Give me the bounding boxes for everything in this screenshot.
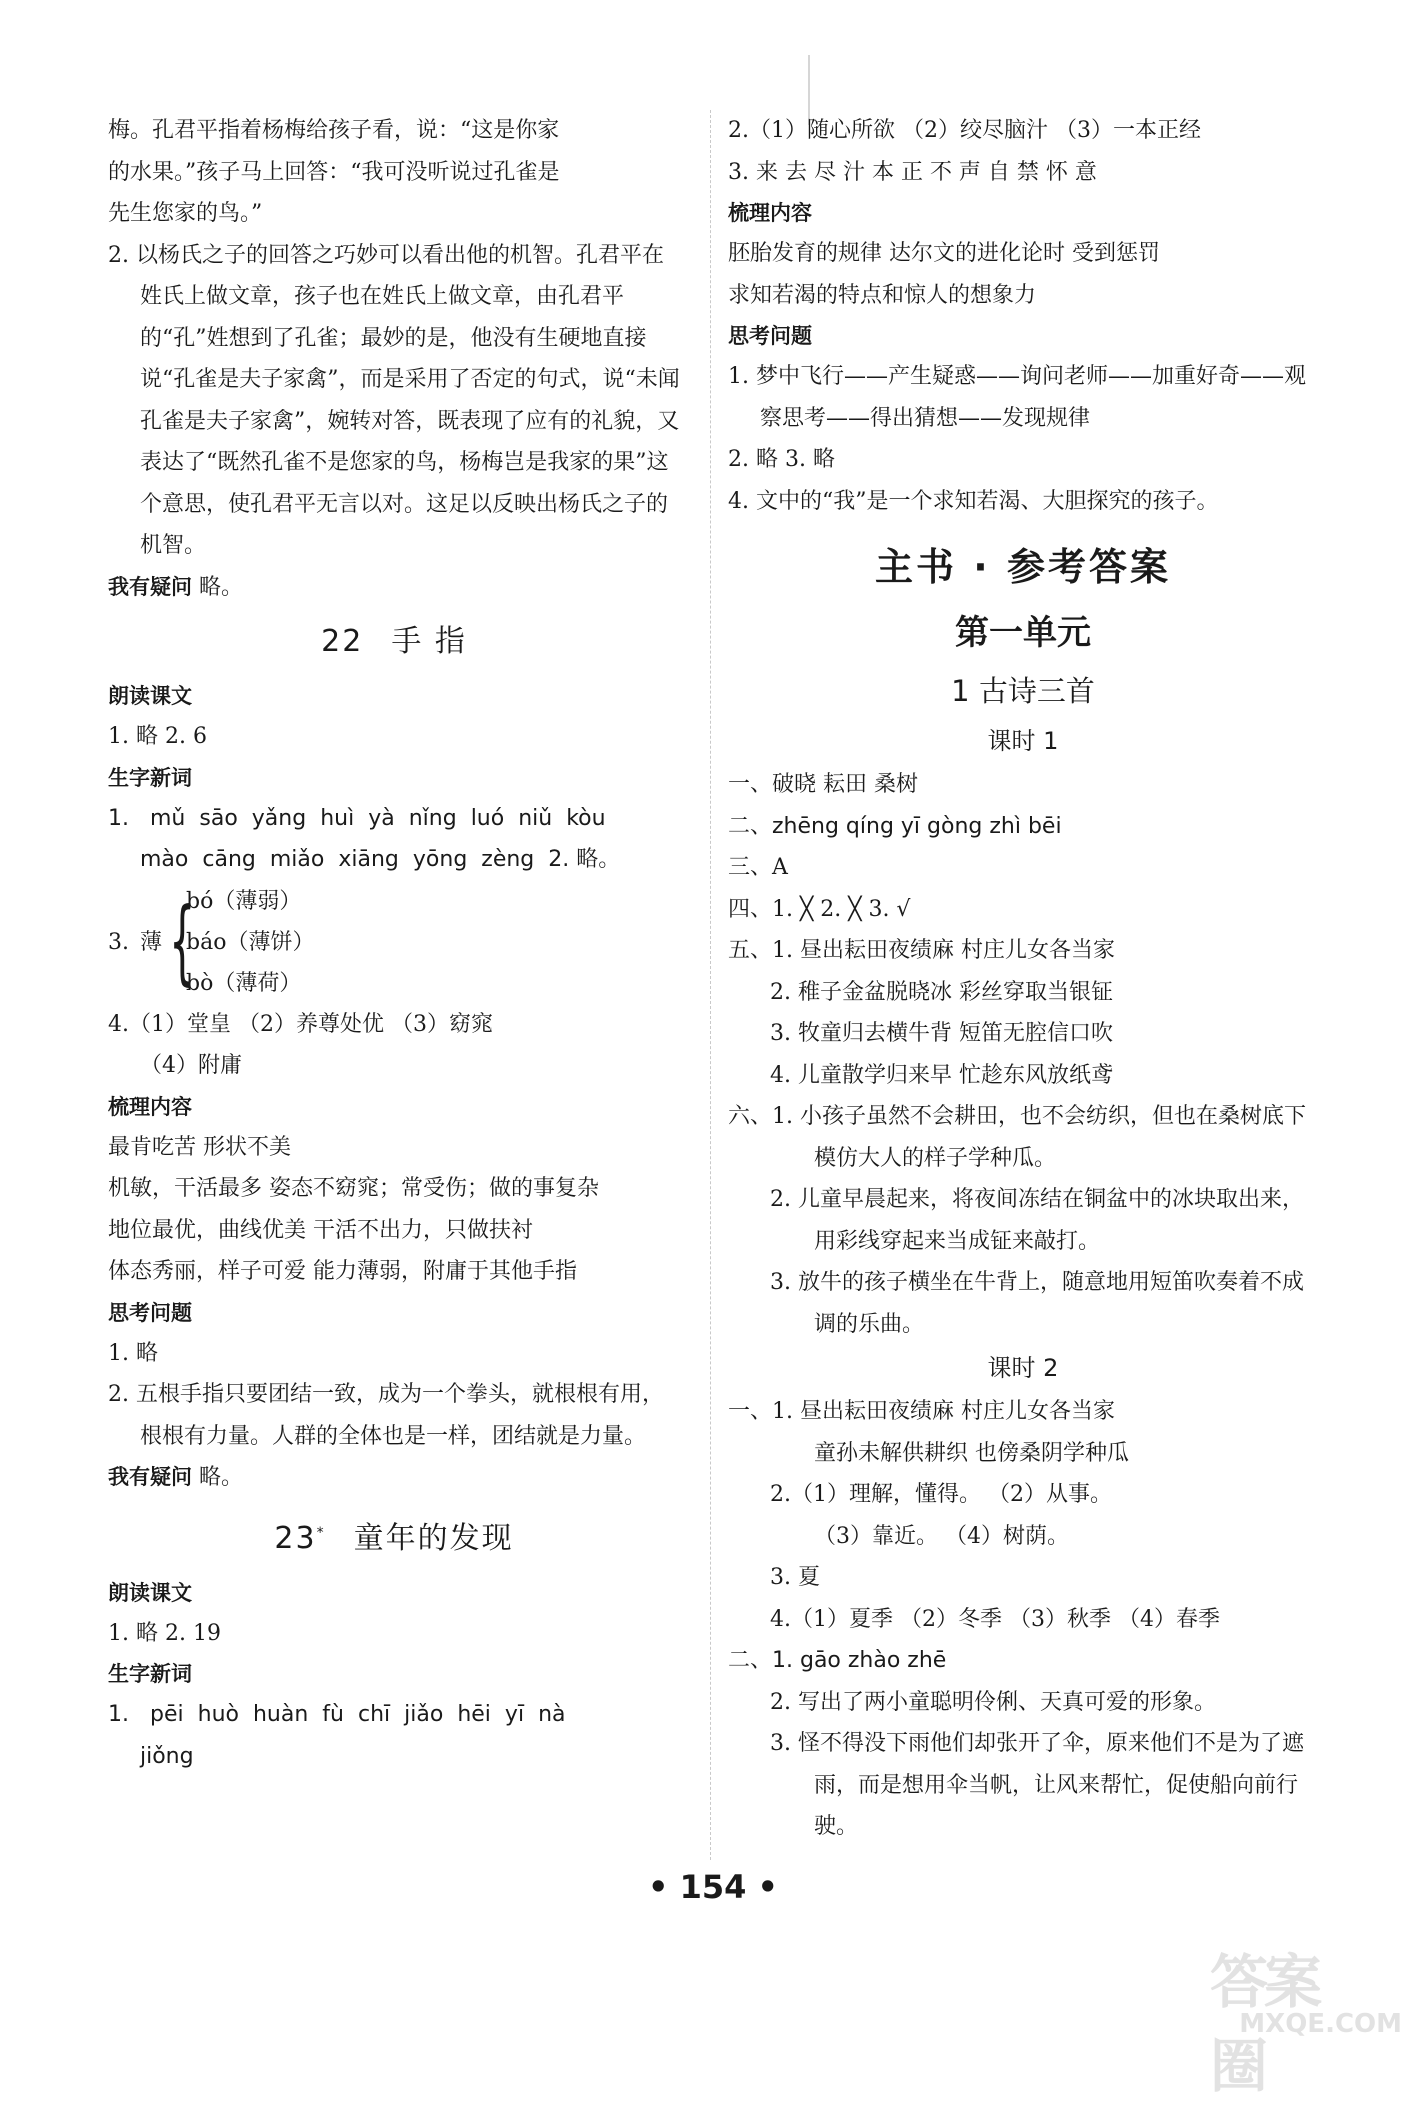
pinyin-item: xiāng — [338, 847, 399, 872]
lesson-title — [108, 612, 680, 672]
pinyin-item: luó — [470, 805, 505, 831]
lesson-title — [108, 1503, 680, 1569]
section-heading: 梳理内容 — [108, 1094, 192, 1119]
pinyin-item: yà — [368, 805, 395, 831]
pinyin-item: niǔ — [518, 805, 553, 831]
text-line: 3. 来 去 尽 汁 本 正 不 声 自 禁 怀 意 — [728, 159, 1097, 185]
answer-paragraph: 2. 写出了两小童聪明伶俐、天真可爱的形象。 — [770, 1689, 1216, 1715]
pinyin-row — [108, 1694, 680, 1736]
answer-paragraph: 3. 放牛的孩子横坐在牛背上，随意地用短笛吹奏着不成调的乐曲。 — [770, 1270, 1304, 1337]
text-line: 4. 儿童散学归来早 忙趁东风放纸鸢 — [770, 1062, 1113, 1088]
section-heading: 思考问题 — [728, 324, 812, 348]
polyphone-group — [108, 881, 680, 1004]
polyphone-readings — [186, 881, 314, 1004]
lesson-name: 童年的发现 — [353, 1520, 514, 1556]
section-heading: 我有疑问 — [108, 574, 192, 599]
text-line: 一、1. 昼出耘田夜绩麻 村庄儿女各当家 — [728, 1399, 1115, 1424]
pinyin-item: huàn — [252, 1702, 309, 1727]
text-line: 最肯吃苦 形状不美 — [108, 1134, 291, 1160]
text-line: 童孙未解供耕织 也傍桑阴学种瓜 — [814, 1440, 1129, 1466]
right-column — [728, 110, 1318, 1848]
text-line: 三、A — [728, 855, 788, 880]
lesson-name: 手 指 — [391, 624, 467, 659]
text-line: 2.（1）理解，懂得。 （2）从事。 — [770, 1482, 1112, 1507]
answer-paragraph: 3. 怪不得没下雨他们却张开了伞，原来他们不是为了遮雨，而是想用伞当帆，让风来帮忙，促使船向前行驶。 — [770, 1731, 1304, 1839]
section-heading: 生字新词 — [108, 1662, 192, 1686]
text-line: （4）附庸 — [140, 1053, 242, 1078]
pinyin-item: yǎng — [251, 805, 307, 831]
period-title: 课时 2 — [987, 1354, 1059, 1382]
pinyin-item: huì — [320, 805, 355, 831]
reading-item: báo（薄饼） — [186, 929, 315, 955]
text-line: 3. 牧童归去横牛背 短笛无腔信口吹 — [770, 1021, 1113, 1046]
question-row — [108, 567, 680, 609]
item-number: 1. — [108, 1702, 129, 1727]
column-divider — [710, 110, 711, 1860]
reading-item: bò（薄荷） — [186, 970, 302, 996]
text-line: 3. 夏 — [770, 1565, 820, 1590]
pinyin-item: yī — [504, 1702, 525, 1727]
text-line: 先生您家的鸟。” — [108, 201, 263, 226]
section-heading: 朗读课文 — [108, 684, 192, 708]
answer-paragraph: 1. 梦中飞行——产生疑惑——询问老师——加重好奇——观察思考——得出猜想——发现规律 — [728, 364, 1306, 431]
section-heading: 思考问题 — [108, 1300, 192, 1325]
pinyin-row — [108, 1736, 680, 1778]
answer-paragraph: 2. 以杨氏之子的回答之巧妙可以看出他的机智。孔君平在姓氏上做文章，孩子也在姓氏上做文章，由孔君平的“孔”姓想到了孔雀；最妙的是，他没有生硬地直接说“孔雀是夫子家禽”，而是采用了否定的句式，说“未闻孔雀是夫子家禽”，婉转对答，既表现了应有的礼貌，又表达了“既然孔雀不是您家的鸟，杨梅岂是我家的果”这个意思，使孔君平无言以对。这足以反映出杨氏之子的机智。 — [108, 242, 680, 558]
text-line: 体态秀丽，样子可爱 能力薄弱，附庸于其他手指 — [108, 1259, 577, 1284]
pinyin-item: jiǎo — [404, 1702, 444, 1727]
text-line: 机敏，干活最多 姿态不窈窕；常受伤；做的事复杂 — [108, 1176, 599, 1201]
item-number: 1. — [108, 805, 129, 831]
text-line: 2. 稚子金盆脱晓冰 彩丝穿取当银钲 — [770, 979, 1113, 1005]
text-line: 梅。孔君平指着杨梅给孩子看，说：“这是你家 — [108, 118, 560, 143]
watermark-text: 答案圈 — [1210, 1948, 1319, 2100]
reading-item: bó（薄弱） — [186, 888, 302, 914]
text-line: 二、1. gāo zhào zhē — [728, 1648, 947, 1673]
pinyin-item: yōng — [412, 847, 468, 872]
lesson-number: 22 — [321, 624, 364, 659]
text-line: 2. 略 3. 略 — [728, 447, 835, 472]
text-line: 四、1. ╳ 2. ╳ 3. √ — [728, 896, 911, 922]
pinyin-row — [108, 839, 680, 881]
pinyin-item: jiǒng — [140, 1743, 194, 1769]
pinyin-item: chī — [358, 1702, 391, 1727]
item-number: 3. — [108, 929, 129, 955]
unit-title: 第一单元 — [955, 613, 1091, 653]
answer-paragraph: 六、1. 小孩子虽然不会耕田，也不会纺织，但也在桑树底下模仿大人的样子学种瓜。 — [728, 1104, 1306, 1171]
section-heading: 朗读课文 — [108, 1580, 192, 1605]
section-heading: 我有疑问 — [108, 1465, 192, 1489]
pinyin-item: nà — [538, 1702, 566, 1727]
pinyin-item: miǎo — [269, 847, 325, 872]
text-line: 略。 — [199, 574, 244, 600]
star-mark: * — [316, 1524, 326, 1541]
text-line: 地位最优，曲线优美 干活不出力，只做扶衬 — [108, 1217, 533, 1243]
text-line: 胚胎发育的规律 达尔文的进化论时 受到惩罚 — [728, 241, 1160, 266]
watermark-url: MXQE.COM — [1239, 2009, 1402, 2039]
pinyin-item: zèng — [481, 847, 535, 872]
pinyin-item: nǐng — [408, 805, 457, 831]
text-line: 4.（1）夏季 （2）冬季 （3）秋季 （4）春季 — [770, 1606, 1220, 1632]
pinyin-item: pēi — [150, 1702, 184, 1727]
page-number: • 154 • — [648, 1868, 778, 1906]
text-line: 1. 略 — [108, 1340, 158, 1366]
text-line: 2.（1）随心所欲 （2）绞尽脑汁 （3）一本正经 — [728, 118, 1201, 143]
pinyin-item: kòu — [566, 805, 606, 831]
left-column — [108, 110, 680, 1777]
pinyin-item: mǔ — [150, 805, 186, 831]
pinyin-item: huò — [197, 1702, 239, 1727]
question-row — [108, 1457, 680, 1499]
pinyin-item: hēi — [457, 1702, 491, 1727]
text-line: 2. 略。 — [548, 847, 621, 872]
watermark-logo — [1210, 1925, 1410, 2100]
brace-icon: { — [168, 888, 196, 995]
text-line: 一、破晓 耘田 桑树 — [728, 772, 918, 797]
answer-paragraph: 2. 儿童早晨起来，将夜间冻结在铜盆中的冰块取出来，用彩线穿起来当成钲来敲打。 — [770, 1187, 1304, 1254]
section-heading: 梳理内容 — [728, 201, 812, 225]
text-line: 1. 略 2. 19 — [108, 1620, 221, 1646]
section-main-title: 主书 · 参考答案 — [875, 545, 1171, 589]
answer-paragraph: 2. 五根手指只要团结一致，成为一个拳头，就根根有用，根根有力量。人群的全体也是一样，团结就是力量。 — [108, 1382, 664, 1449]
lesson-title: 1 古诗三首 — [951, 674, 1095, 708]
pinyin-item: fù — [322, 1702, 344, 1727]
text-line: 五、1. 昼出耘田夜绩麻 村庄儿女各当家 — [728, 938, 1115, 963]
polyphone-char: 薄 — [140, 929, 163, 955]
pinyin-item: mào — [140, 847, 189, 872]
period-title: 课时 1 — [987, 727, 1059, 755]
section-heading: 生字新词 — [108, 765, 192, 790]
text-line: 4.（1）堂皇 （2）养尊处优 （3）窈窕 — [108, 1011, 493, 1037]
text-line: 略。 — [199, 1465, 244, 1490]
text-line: 求知若渴的特点和惊人的想象力 — [728, 282, 1037, 308]
text-line: 的水果。”孩子马上回答：“我可没听说过孔雀是 — [108, 159, 560, 185]
pinyin-item: cāng — [202, 847, 256, 872]
text-line: 1. 略 2. 6 — [108, 724, 207, 749]
pinyin-row — [108, 798, 680, 840]
text-line: （3）靠近。 （4）树荫。 — [814, 1523, 1069, 1549]
lesson-number: 23 — [274, 1520, 317, 1556]
answer-paragraph: 4. 文中的“我”是一个求知若渴、大胆探究的孩子。 — [728, 488, 1219, 514]
pinyin-item: sāo — [199, 805, 238, 831]
text-line: 二、zhēng qíng yī gòng zhì bēi — [728, 813, 1062, 839]
